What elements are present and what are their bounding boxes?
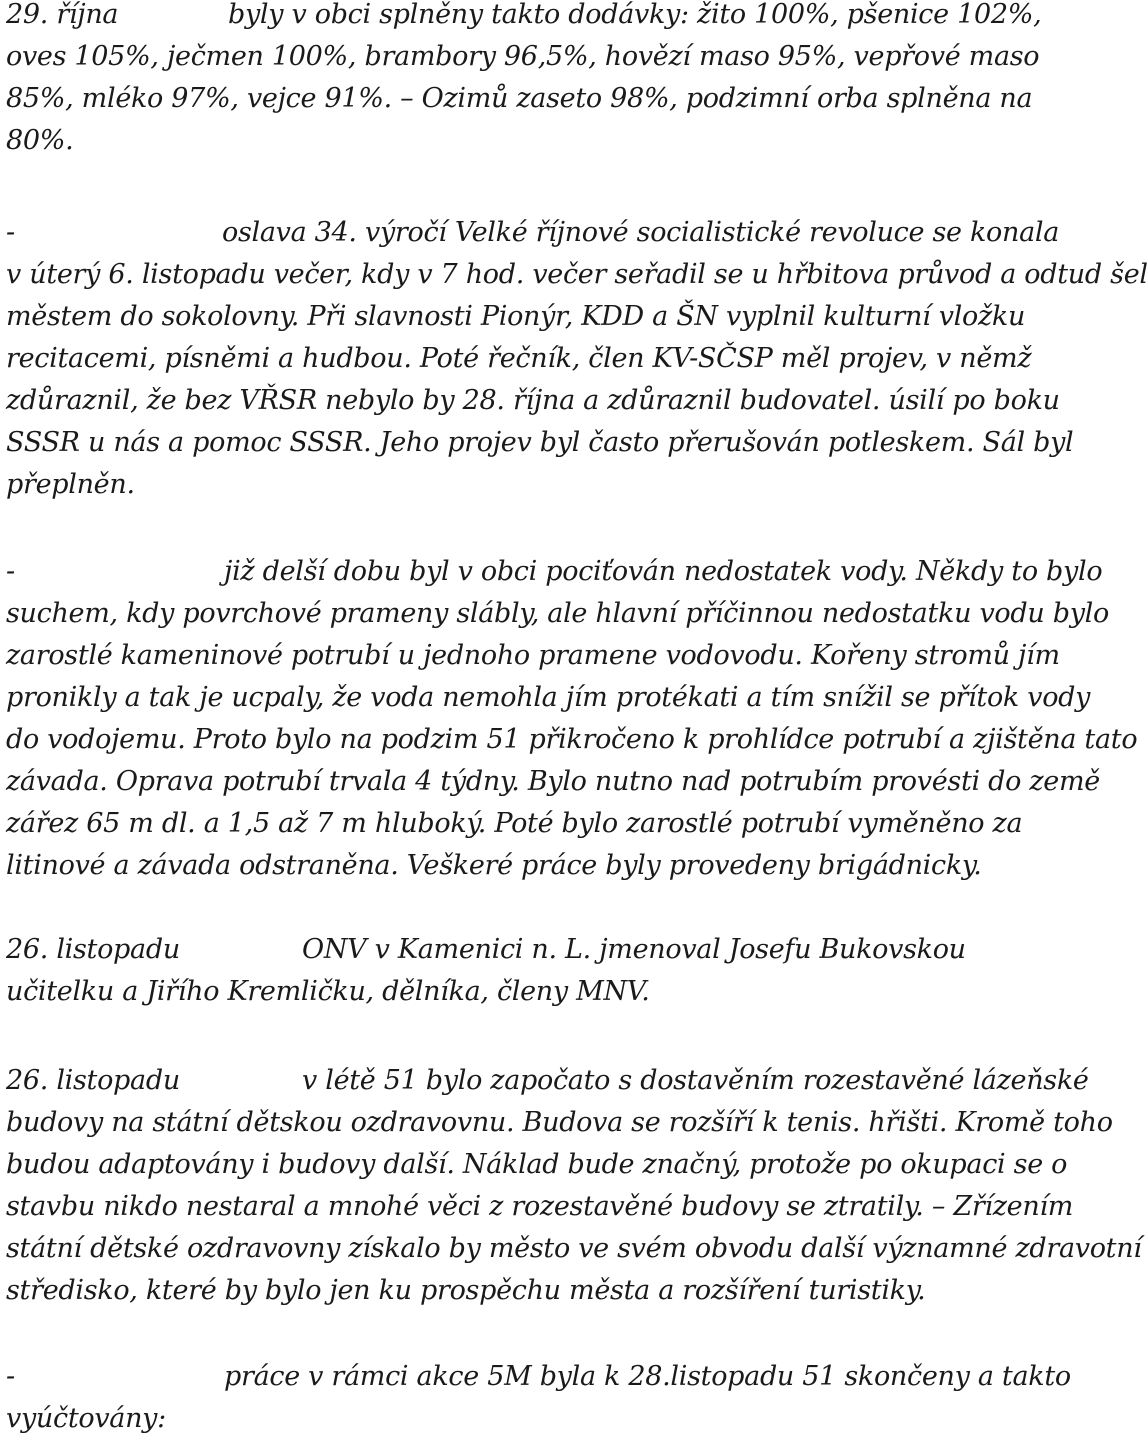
entry-29-rijna: [6, 0, 1042, 162]
entry-text: 85%, mléko 97%, vejce 91%. – Ozimů zaseto 98%, podzimní orba splněna na: [6, 83, 1033, 114]
entry-text: vyúčtovány:: [6, 1403, 166, 1434]
entry-date: 29. října: [6, 0, 119, 30]
entry-text: v úterý 6. listopadu večer, kdy v 7 hod. večer seřadil se u hřbitova průvod a odtud šel: [6, 259, 1148, 290]
entry-text: suchem, kdy povrchové prameny slábly, ale hlavní příčinnou nedostatku vodu bylo: [6, 598, 1109, 629]
entry-text: byly v obci splněny takto dodávky: žito 100%, pšenice 102%,: [228, 0, 1042, 30]
entry-text: práce v rámci akce 5M byla k 28.listopadu 51 skončeny a takto: [224, 1361, 1071, 1392]
entry-text: oves 105%, ječmen 100%, brambory 96,5%, hovězí maso 95%, vepřové maso: [6, 41, 1040, 72]
entry-text: zdůraznil, že bez VŘSR nebylo by 28. října a zdůraznil budovatel. úsilí po boku: [6, 385, 1060, 416]
entry-first-line: [6, 1060, 1089, 1102]
entry-text: zářez 65 m dl. a 1,5 až 7 m hluboký. Poté bylo zarostlé potrubí vyměněno za: [6, 808, 1023, 839]
entry-text: do vodojemu. Proto bylo na podzim 51 přikročeno k prohlídce potrubí a zjištěna tato: [6, 724, 1138, 755]
entry-text: litinové a závada odstraněna. Veškeré práce byly provedeny brigádnicky.: [6, 850, 982, 881]
entry-first-line: [6, 212, 1060, 254]
entry-text: budovy na státní dětskou ozdravovnu. Budova se rozšíří k tenis. hřišti. Kromě toho: [6, 1107, 1113, 1138]
entry-text: městem do sokolovny. Při slavnosti Pionýr, KDD a ŠN vyplnil kulturní vložku: [6, 301, 1026, 332]
entry-text: závada. Oprava potrubí trvala 4 týdny. Bylo nutno nad potrubím provésti do země: [6, 766, 1100, 797]
entry-dash: -: [6, 217, 15, 248]
entry-text: budou adaptovány i budovy další. Náklad bude značný, protože po okupaci se o: [6, 1149, 1068, 1180]
entry-first-line: [6, 1356, 1071, 1398]
entry-akce-5m: [6, 1356, 1071, 1440]
entry-text: SSSR u nás a pomoc SSSR. Jeho projev byl často přerušován potleskem. Sál byl: [6, 427, 1074, 458]
entry-text: učitelku a Jiřího Kremličku, dělníka, členy MNV.: [6, 976, 650, 1007]
entry-date: 26. listopadu: [6, 1065, 180, 1096]
entry-text: oslava 34. výročí Velké říjnové socialistické revoluce se konala: [222, 217, 1060, 248]
entry-first-line: [6, 551, 1103, 593]
entry-text: pronikly a tak je ucpaly, že voda nemohla jím protékati a tím snížil se přítok vody: [6, 682, 1091, 713]
entry-text: státní dětské ozdravovny získalo by město ve svém obvodu další významné zdravotní: [6, 1233, 1142, 1264]
entry-oslava-vyroci: [6, 212, 1148, 506]
entry-text: již delší dobu byl v obci pociťován nedostatek vody. Někdy to bylo: [224, 556, 1103, 587]
entry-26-listopadu-mnv: [6, 929, 966, 1013]
entry-text: středisko, které by bylo jen ku prospěchu města a rozšíření turistiky.: [6, 1275, 926, 1306]
entry-dash: -: [6, 556, 15, 587]
entry-date: 26. listopadu: [6, 934, 180, 965]
entry-first-line: [6, 0, 1042, 36]
entry-text: zarostlé kameninové potrubí u jednoho pramene vodovodu. Kořeny stromů jím: [6, 640, 1060, 671]
entry-text: recitacemi, písněmi a hudbou. Poté řečník, člen KV-SČSP měl projev, v němž: [6, 343, 1032, 374]
entry-text: ONV v Kamenici n. L. jmenoval Josefu Bukovskou: [302, 934, 966, 965]
entry-text: v létě 51 bylo započato s dostavěním rozestavěné lázeňské: [302, 1065, 1089, 1096]
entry-first-line: [6, 929, 966, 971]
entry-nedostatek-vody: [6, 551, 1138, 887]
entry-text: 80%.: [6, 125, 74, 156]
entry-dash: -: [6, 1361, 15, 1392]
entry-text: stavbu nikdo nestaral a mnohé věci z rozestavěné budovy se ztratily. – Zřízením: [6, 1191, 1074, 1222]
entry-text: přeplněn.: [6, 469, 135, 500]
entry-26-listopadu-ozdravovna: [6, 1060, 1142, 1312]
